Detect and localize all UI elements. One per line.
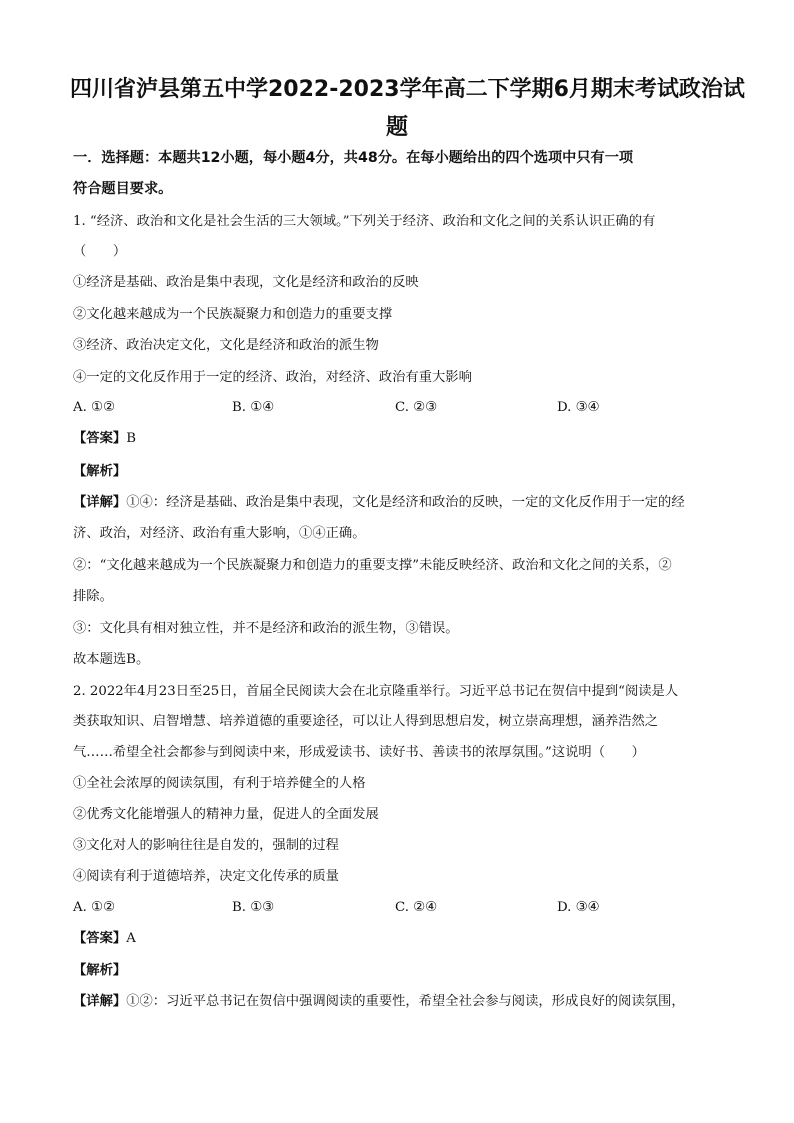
q1-detail-line-3: ②：“文化越来越成为一个民族凝聚力和创造力的重要支撑”未能反映经济、政治和文化之间的关系，② (73, 558, 672, 573)
detail-text: ①②：习近平总书记在贺信中强调阅读的重要性，希望全社会参与阅读，形成良好的阅读氛围， (126, 994, 685, 1009)
q2-item-2: ②优秀文化能增强人的精神力量，促进人的全面发展 (73, 807, 379, 822)
q1-stem-blank: （ ） (73, 244, 127, 259)
q2-item-1: ①全社会浓厚的阅读氛围，有利于培养健全的人格 (73, 776, 366, 791)
section-heading-continued: 符合题目要求。 (73, 181, 173, 197)
q1-conclusion: 故本题选B。 (73, 652, 150, 667)
q1-stem: 1. “经济、政治和文化是社会生活的三大领域。”下列关于经济、政治和文化之间的关系认识正确的有 (73, 214, 656, 229)
q1-analysis-tag: 【解析】 (73, 464, 127, 479)
q2-detail-line-1 (73, 993, 685, 1011)
detail-text: ①④：经济是基础、政治是集中表现，文化是经济和政治的反映，一定的文化反作用于一定的经 (126, 495, 685, 510)
q1-detail-line-5: ③：文化具有相对独立性，并不是经济和政治的派生物，③错误。 (73, 621, 459, 636)
q1-detail-line-4: 排除。 (73, 589, 113, 604)
answer-value: A (126, 931, 136, 946)
q2-answer (73, 930, 136, 948)
answer-tag: 【答案】 (73, 431, 127, 446)
q2-option-d: D. ③④ (557, 900, 600, 915)
q2-item-4: ④阅读有利于道德培养，决定文化传承的质量 (73, 869, 339, 884)
q1-answer (73, 430, 136, 448)
q1-option-d: D. ③④ (557, 400, 600, 415)
q1-item-4: ④一定的文化反作用于一定的经济、政治，对经济、政治有重大影响 (73, 370, 472, 385)
q1-detail-line-2: 济、政治，对经济、政治有重大影响，①④正确。 (73, 526, 366, 541)
answer-tag: 【答案】 (73, 931, 127, 946)
detail-tag: 【详解】 (73, 495, 127, 510)
q2-analysis-tag: 【解析】 (73, 963, 127, 978)
q1-option-c: C. ②③ (395, 400, 437, 415)
q2-stem-line-3: 气……希望全社会都参与到阅读中来，形成爱读书、读好书、善读书的浓厚氛围。”这说明（ ） (73, 745, 645, 760)
section-heading: 一．选择题：本题共12小题，每小题4分，共48分。在每小题给出的四个选项中只有一项 (73, 150, 634, 166)
document-title: 四川省泸县第五中学2022-2023学年高二下学期6月期末考试政治试 (70, 77, 745, 102)
q2-stem-line-2: 类获取知识、启智增慧、培养道德的重要途径，可以让人得到思想启发，树立崇高理想，涵养浩然之 (73, 714, 659, 729)
q1-option-a: A. ①② (73, 400, 115, 415)
answer-value: B (126, 431, 136, 446)
q2-option-b: B. ①③ (232, 900, 275, 915)
q2-option-c: C. ②④ (395, 900, 437, 915)
q2-stem: 2. 2022年4月23日至25日，首届全民阅读大会在北京隆重举行。习近平总书记在贺信中提到“阅读是人 (73, 684, 679, 699)
document-title-continued: 题 (385, 115, 408, 140)
q2-item-3: ③文化对人的影响往往是自发的，强制的过程 (73, 838, 339, 853)
q1-detail-line-1 (73, 494, 685, 512)
q1-item-1: ①经济是基础、政治是集中表现，文化是经济和政治的反映 (73, 275, 419, 290)
q1-option-b: B. ①④ (232, 400, 275, 415)
q2-option-a: A. ①② (73, 900, 115, 915)
q1-item-3: ③经济、政治决定文化，文化是经济和政治的派生物 (73, 338, 379, 353)
q1-item-2: ②文化越来越成为一个民族凝聚力和创造力的重要支撑 (73, 307, 393, 322)
detail-tag: 【详解】 (73, 994, 127, 1009)
